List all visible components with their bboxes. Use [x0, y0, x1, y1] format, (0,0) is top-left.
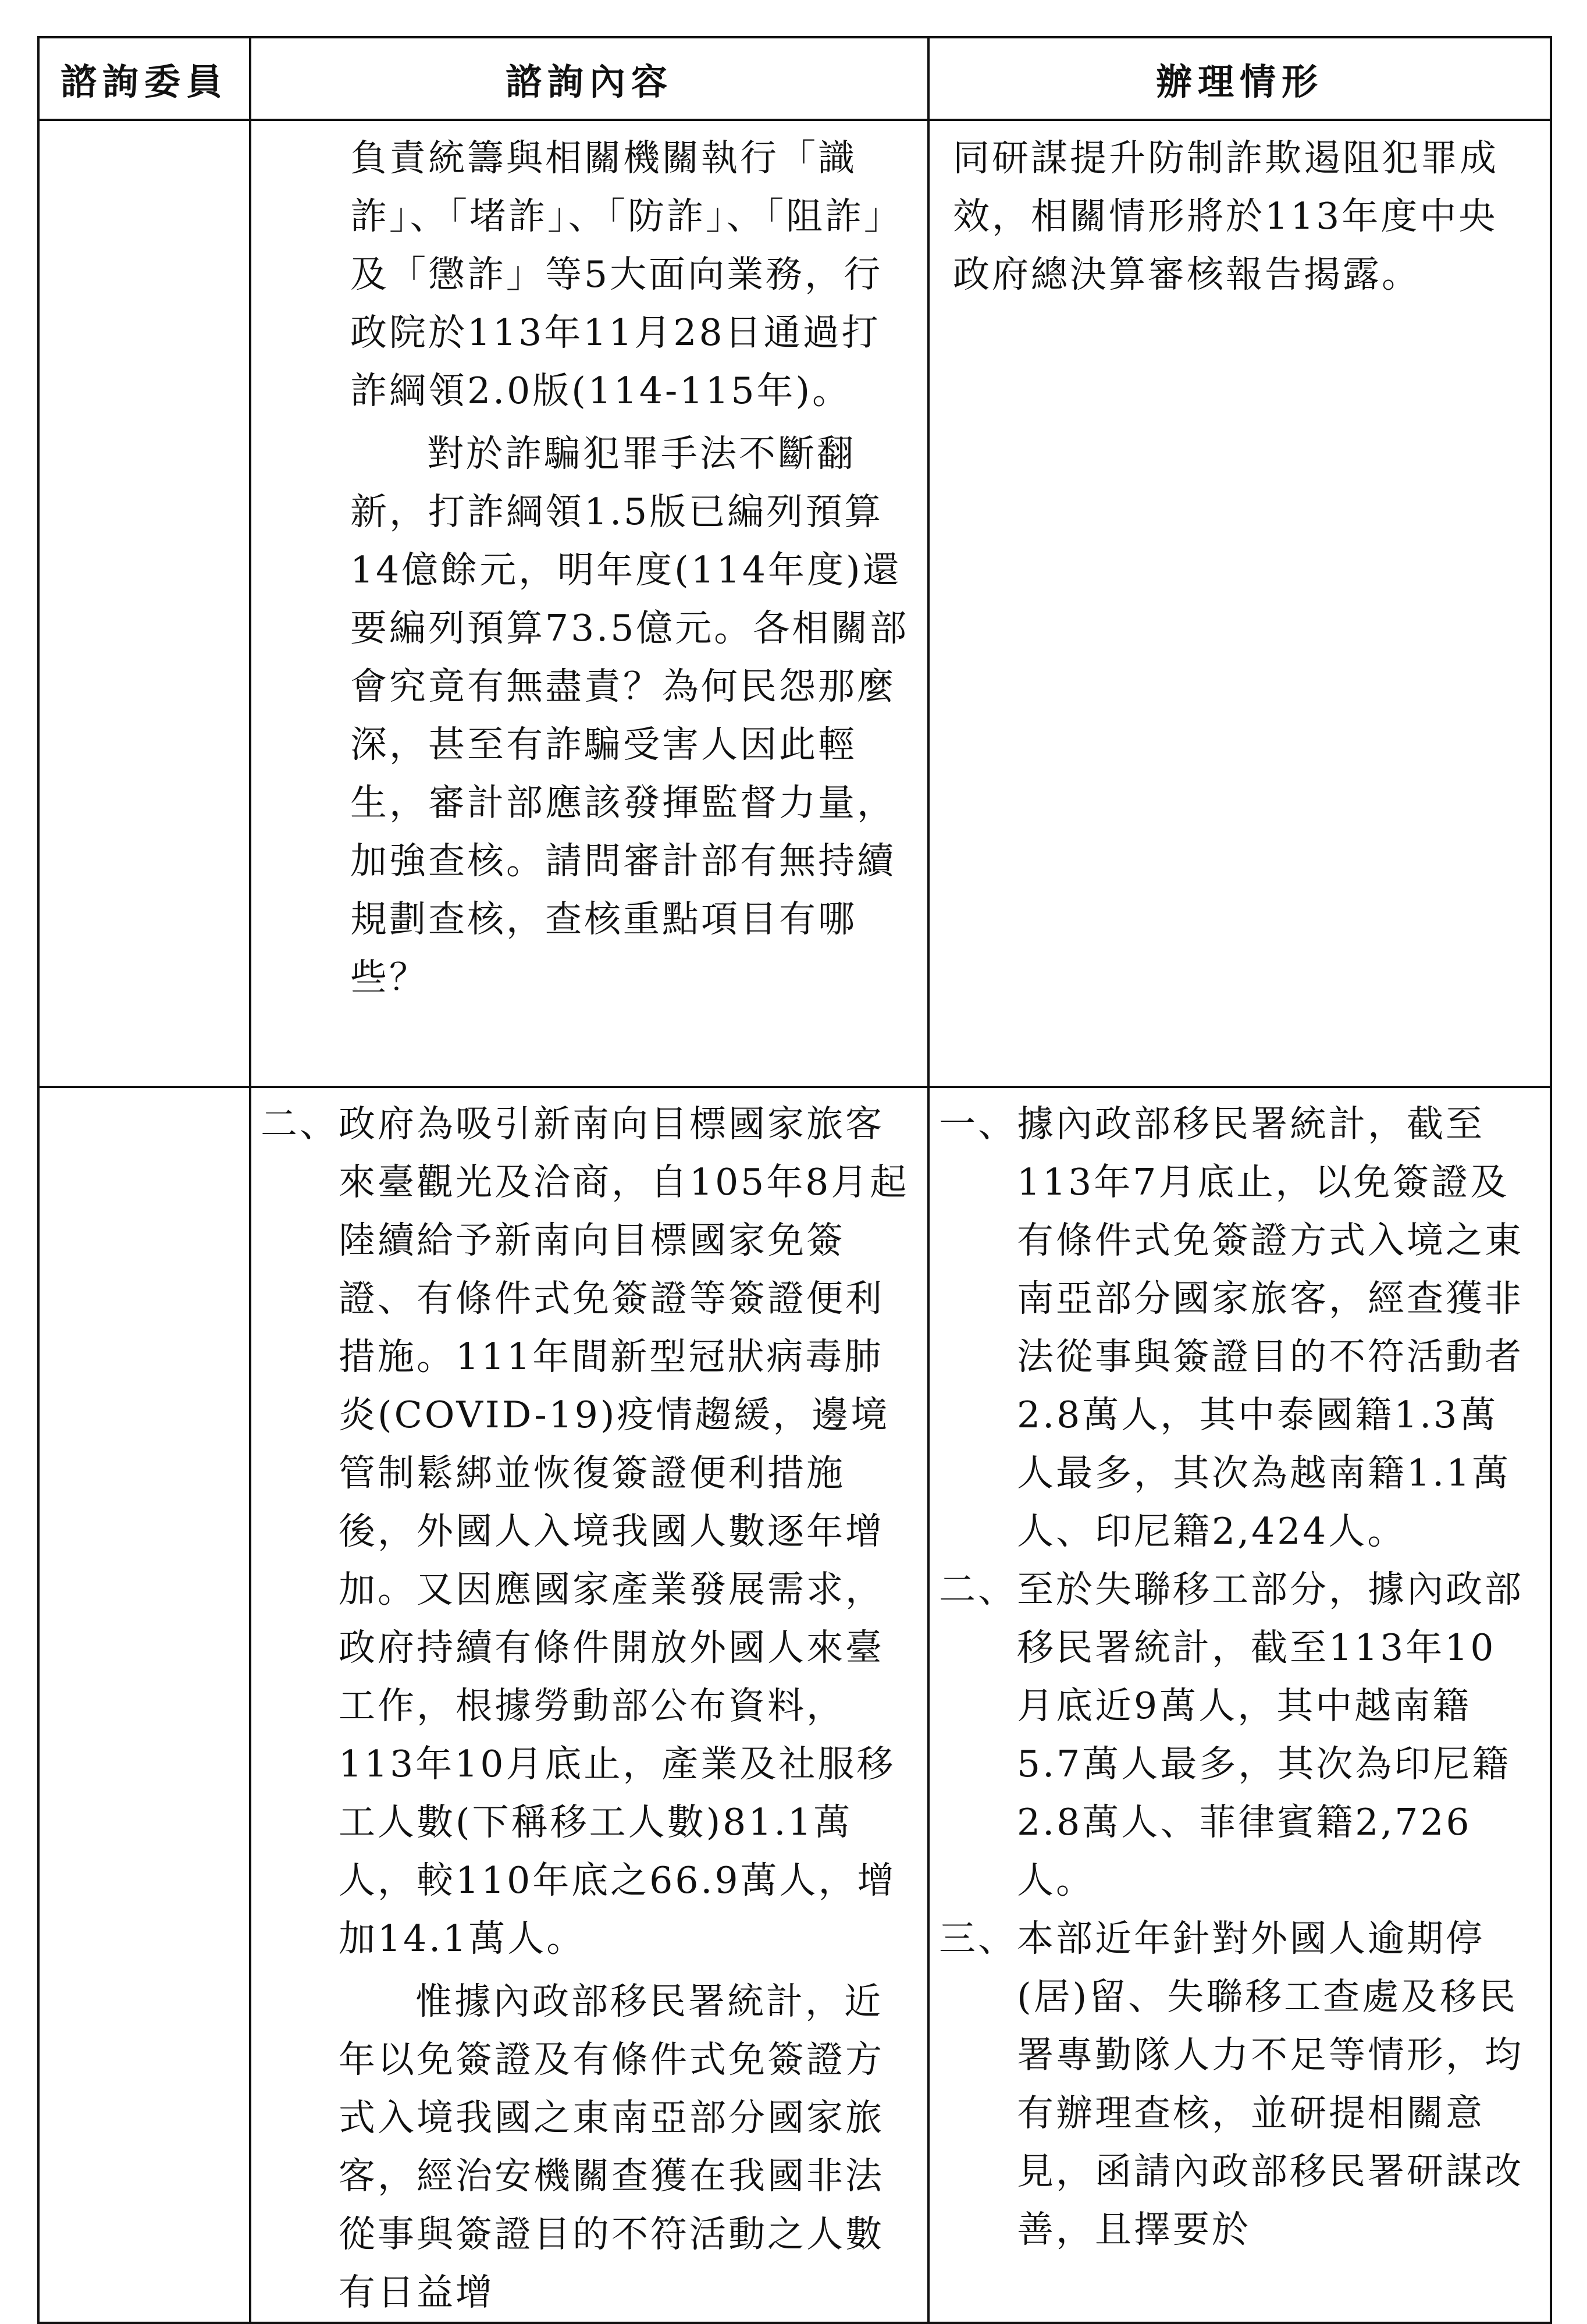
status-item-text: 本部近年針對外國人逾期停(居)留、失聯移工查處及移民署專勤隊人力不足等情形，均有辦理查核，並研提相關意見，函請內政部移民署研謀改善，且擇要於 — [1017, 1917, 1524, 2251]
table-row — [38, 120, 1551, 1087]
item-number: 一、 — [939, 1103, 1017, 1145]
status-cell — [928, 1087, 1551, 2323]
status-item — [930, 1095, 1526, 1561]
content-paragraph: 負責統籌與相關機關執行「識詐」、「堵詐」、「防詐」、「阻詐」及「懲詐」等5大面向業務，行政院於113年11月28日通過打詐綱領2.0版(114-115年)。 — [350, 137, 903, 412]
header-member: 諮詢委員 — [38, 37, 250, 120]
header-content: 諮詢內容 — [250, 37, 928, 120]
status-cell — [928, 120, 1551, 1087]
status-item — [930, 1561, 1526, 1910]
content-cell — [250, 1087, 928, 2323]
content-paragraph: 政府為吸引新南向目標國家旅客來臺觀光及洽商，自105年8月起陸續給予新南向目標國家免簽證、有條件式免簽證等簽證便利措施。111年間新型冠狀病毒肺炎(COVID-19)疫情趨緩，邊境管制鬆綁並恢復簽證便利措施後，外國人入境我國人數逐年增加。又因應國家產業發展需求，政府持續有條件開放外國人來臺工作，根據勞動部公布資料，113年10月底止，產業及社服移工人數(下稱移工人數)81.1萬人，較110年底之66.9萬人，增加14.1萬人。 — [339, 1103, 909, 1960]
consultation-table — [37, 36, 1552, 2324]
status-item-text: 至於失聯移工部分，據內政部移民署統計，截至113年10月底近9萬人，其中越南籍5.7萬人最多，其次為印尼籍2.8萬人、菲律賓籍2,726人。 — [1017, 1568, 1524, 1902]
item-number: 二、 — [261, 1103, 339, 1145]
content-cell — [250, 120, 928, 1087]
item-number: 二、 — [939, 1568, 1017, 1611]
header-row — [38, 37, 1551, 120]
table-row — [38, 1087, 1551, 2323]
content-paragraph: 惟據內政部移民署統計，近年以免簽證及有條件式免簽證方式入境我國之東南亞部分國家旅客，經治安機關查獲在我國非法從事與簽證目的不符活動之人數有日益增 — [339, 1980, 884, 2314]
member-cell — [38, 1087, 250, 2323]
status-paragraph: 同研謀提升防制詐欺遏阻犯罪成效，相關情形將於113年度中央政府總決算審核報告揭露。 — [953, 137, 1499, 296]
item-number: 三、 — [939, 1917, 1017, 1960]
status-item-text: 據內政部移民署統計，截至113年7月底止，以免簽證及有條件式免簽證方式入境之東南亞部分國家旅客，經查獲非法從事與簽證目的不符活動者2.8萬人，其中泰國籍1.3萬人最多，其次為越南籍1.1萬人、印尼籍2,424人。 — [1017, 1103, 1524, 1552]
header-status: 辦理情形 — [928, 37, 1551, 120]
member-cell — [38, 120, 250, 1087]
content-paragraph: 對於詐騙犯罪手法不斷翻新，打詐綱領1.5版已編列預算14億餘元，明年度(114年度)還要編列預算73.5億元。各相關部會究竟有無盡責？為何民怨那麼深，甚至有詐騙受害人因此輕生，審計部應該發揮監督力量，加強查核。請問審計部有無持續規劃查核，查核重點項目有哪些？ — [350, 432, 909, 998]
content-item — [251, 1095, 910, 1968]
status-item — [930, 1910, 1526, 2259]
